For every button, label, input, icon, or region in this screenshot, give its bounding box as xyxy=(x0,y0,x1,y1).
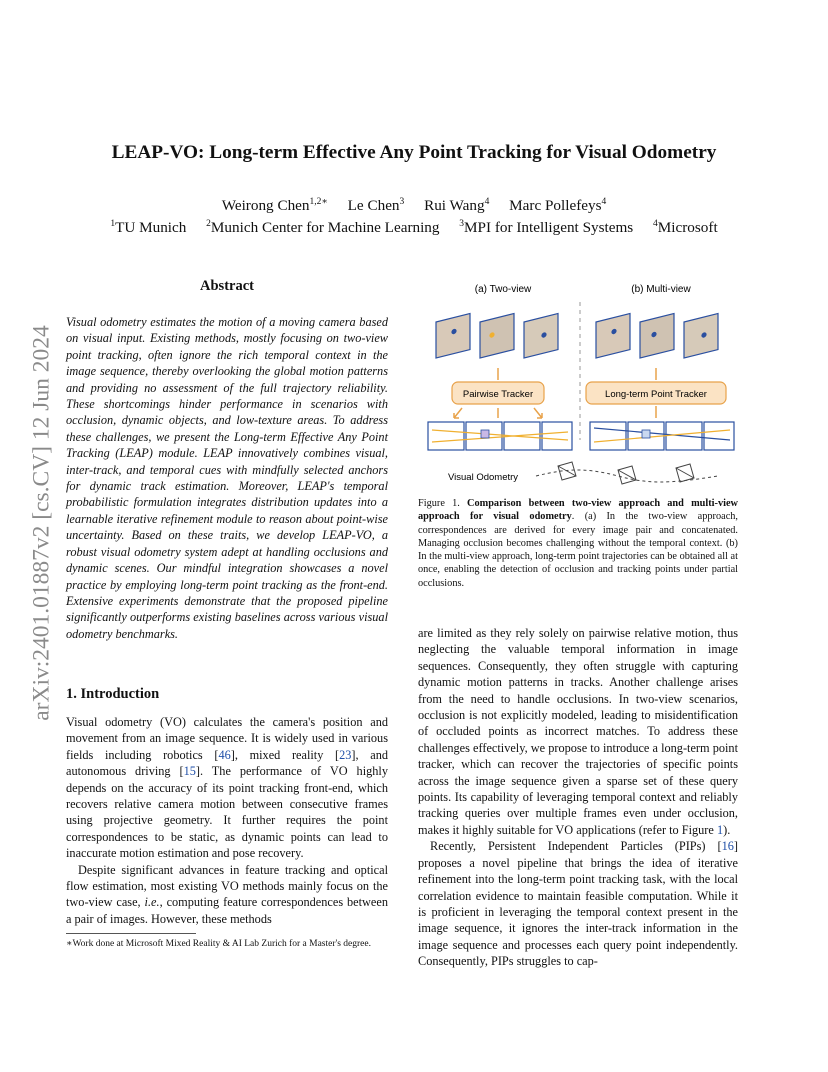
label-two-view: (a) Two-view xyxy=(474,284,532,295)
multi-view-frames xyxy=(590,422,734,450)
pairwise-tracker-label: Pairwise Tracker xyxy=(462,389,534,400)
intro-paragraph: Despite significant advances in feature tracking and optical flow estimation, most existing VO methods mainly focus on the two-view case, i.e., computing feature correspondences between a pair of images. However, these methods xyxy=(66,862,389,926)
author: Le Chen$^3$ xyxy=(347,197,405,214)
author: Marc Pollefeys$^4$ xyxy=(509,197,607,214)
arrow xyxy=(454,408,462,418)
citation-link[interactable]: 46 xyxy=(218,747,231,762)
footnote-divider xyxy=(66,933,196,934)
footnote: ∗Work done at Microsoft Mixed Reality & AI Lab Zurich for a Master's degree. xyxy=(66,939,371,949)
arxiv-sidebar-stamp xyxy=(20,285,64,760)
author: Rui Wang$^4$ xyxy=(424,197,490,214)
two-view-images xyxy=(436,314,558,358)
figure-diagram xyxy=(418,280,740,492)
body-paragraph: are limited as they rely solely on pairwise relative motion, thus neglecting the valuable temporal information in image sequences. Consequently, they often struggle with capturing dynamic motion patterns in tracks. Another challenge arises from the need to handle occlusions. In two-view scenarios, occlusion is not explicitly modeled, leading to misidentification of occluded points as incorrect matches. To address these challenges effectively, we propose to introduce a long-term point tracker, which can recover the trajectories of specific points across the image sequence given a sparse set of these query points. Its capability of leveraging temporal context and reliably tracking queries over multiple frames even under occlusion, makes it highly suitable for VO applications (refer to Figure 1). xyxy=(418,626,738,837)
multi-view-images xyxy=(596,314,718,358)
figure-1 xyxy=(418,280,740,492)
camera-icons xyxy=(558,462,694,484)
affiliation: $^2$Munich Center for Machine Learning xyxy=(206,219,440,236)
affiliation: $^4$Microsoft xyxy=(653,219,718,236)
longterm-tracker-label: Long-term Point Tracker xyxy=(605,389,707,400)
intro-paragraph: Visual odometry (VO) calculates the camera's position and movement from an image sequence. It is widely used in various fields including robotics [46], mixed reality [23], and autonomous driving [15]. The performance of VO highly depends on the accuracy of its point tracking front-end, which recovers relative camera motion between consecutive frames using projective geometry. It further requires the point correspondences to be static, as dynamic points can lead to inaccurate motion estimation and pose recovery. xyxy=(66,715,388,861)
body-paragraph: Recently, Persistent Independent Particles (PIPs) [16] proposes a novel pipeline that brings the idea of iterative refinement into the long-term point tracking task, with the local correlation evidence to maintain feasible computation. While it is proficient in leveraging the temporal context present in the image sequence, it ignores the inter-track information in the image sequence and processes each query point independently. Consequently, PIPs struggles to cap- xyxy=(418,839,738,969)
author: Weirong Chen$^{1,2∗}$ xyxy=(221,197,328,214)
label-multi-view: (b) Multi-view xyxy=(631,284,691,295)
citation-link[interactable]: 16 xyxy=(721,839,734,854)
author-list xyxy=(0,196,828,215)
right-column-body xyxy=(418,625,738,970)
intro-heading: 1. Introduction xyxy=(66,686,160,702)
affiliation: $^3$MPI for Intelligent Systems xyxy=(459,219,634,236)
abstract-text: Visual odometry estimates the motion of a moving camera based on visual input. Existing methods, mostly focusing on two-view point tracking, often ignore the rich temporal context in the image sequence, thereby overlooking the global motion patterns and providing no assessment of the full trajectory reliability. These shortcomings hinder performance in scenarios with occlusion, dynamic objects, and low-texture areas. To address these challenges, we present the Long-term Effective Any Point Tracking (LEAP) module. LEAP innovatively combines visual, inter-track, and temporal cues with mindfully selected anchors for dynamic track estimation. Moreover, LEAP's temporal probabilistic formulation integrates distribution updates into a learnable iterative refinement module to reason about point-wise uncertainty. Based on these traits, we develop LEAP-VO, a robust visual odometry system adept at handling occlusions and dynamic scenes. Our mindful integration showcases a novel practice by employing long-term point tracking as the front-end. Extensive experiments demonstrate that the proposed pipeline significantly outperforms existing baselines across various visual odometry benchmarks. xyxy=(66,315,388,641)
arxiv-id: arXiv:2401.01887v2 [cs.CV] 12 Jun 2024 xyxy=(28,324,55,721)
arrow xyxy=(534,408,542,418)
citation-link[interactable]: 15 xyxy=(183,764,196,779)
affiliation: $^1$TU Munich xyxy=(110,219,187,236)
abstract-heading: Abstract xyxy=(200,278,254,294)
citation-link[interactable]: 23 xyxy=(339,747,352,762)
intro-body xyxy=(66,714,388,927)
figure-caption: Figure 1. Comparison between two-view approach and multi-view approach for visual odometry. (a) In the two-view approach, correspondences are derived for every image pair and concatenated. Managing occlusion becomes challenging without the temporal context. (b) In the multi-view approach, long-term point trajectories can be obtained all at once, enabling the detection of occlusion and tracking points under partial occlusions. xyxy=(418,498,738,589)
affiliation-list xyxy=(0,219,828,237)
two-view-frames xyxy=(428,422,572,450)
paper-title: LEAP-VO: Long-term Effective Any Point Tracking for Visual Odometry xyxy=(111,142,717,163)
figure-link[interactable]: 1 xyxy=(716,822,724,837)
visual-odometry-label: Visual Odometry xyxy=(448,472,519,483)
